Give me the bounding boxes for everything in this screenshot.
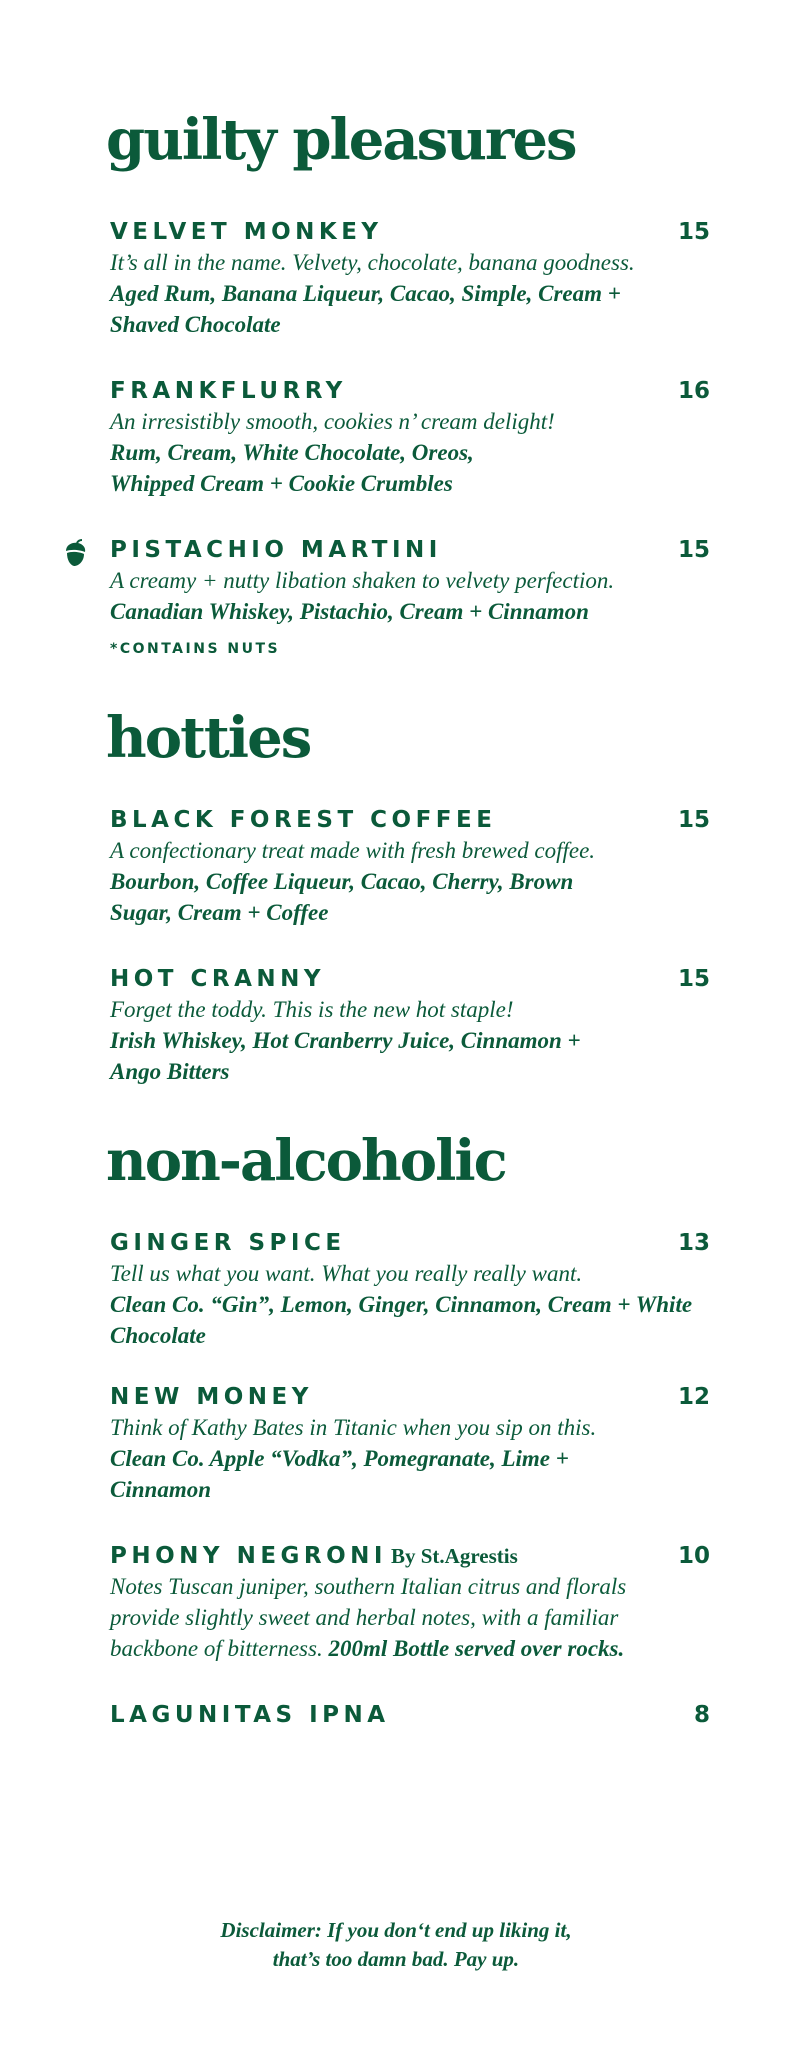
acorn-icon [62,539,88,567]
item-ingredients: Irish Whiskey, Hot Cranberry Juice, Cinnamon + Ango Bitters [110,1028,581,1084]
item-price: 16 [677,378,710,404]
allergen-note: *CONTAINS NUTS [110,641,281,657]
item-name: GINGER SPICE [110,1230,346,1256]
item-ingredients: Canadian Whiskey, Pistachio, Cream + Cinnamon [110,599,589,624]
item-name-text: PHONY NEGRONI [110,1543,387,1569]
item-name: BLACK FOREST COFFEE [110,807,497,833]
item-description [110,1571,670,1664]
section-title-guilty-pleasures: guilty pleasures [106,107,576,173]
menu-item-velvet-monkey [110,217,710,340]
item-price: 13 [677,1230,710,1256]
item-price: 15 [677,966,710,992]
menu-item-pistachio-martini [110,535,710,657]
item-description: A confectionary treat made with fresh brewed coffee. [110,838,596,863]
item-name: VELVET MONKEY [110,219,383,245]
item-name: PISTACHIO MARTINI [110,537,442,563]
item-description: A creamy + nutty libation shaken to velvety perfection. [110,568,615,593]
menu-item-phony-negroni [110,1541,710,1664]
section-title-hotties: hotties [106,705,311,771]
menu-item-ginger-spice [110,1228,710,1351]
item-description: Tell us what you want. What you really really want. [110,1261,583,1286]
item-ingredients: Aged Rum, Banana Liqueur, Cacao, Simple, Cream + Shaved Chocolate [110,281,621,337]
item-ingredients: Clean Co. Apple “Vodka”, Pomegranate, Lime + Cinnamon [110,1446,569,1502]
item-ingredients: Bourbon, Coffee Liqueur, Cacao, Cherry, Brown Sugar, Cream + Coffee [110,869,574,925]
disclaimer-line-1: Disclaimer: If you don‘t end up liking it, [220,1918,572,1942]
item-name: HOT CRANNY [110,966,326,992]
section-title-non-alcoholic: non-alcoholic [106,1128,506,1194]
item-description: Forget the toddy. This is the new hot staple! [110,997,514,1022]
menu-item-hot-cranny [110,964,710,1087]
item-price: 15 [677,807,710,833]
item-name: FRANKFLURRY [110,378,347,404]
item-name: LAGUNITAS IPNA [110,1702,390,1728]
item-description: An irresistibly smooth, cookies n’ cream delight! [110,409,555,434]
item-description: Think of Kathy Bates in Titanic when you sip on this. [110,1415,597,1440]
item-description: It’s all in the name. Velvety, chocolate, banana goodness. [110,250,635,275]
menu-item-black-forest-coffee [110,805,710,928]
item-price: 15 [677,537,710,563]
menu-item-new-money [110,1382,710,1505]
item-byline: By St.Agrestis [390,1544,518,1568]
item-price: 15 [677,219,710,245]
item-name [110,1541,710,1571]
disclaimer-line-2: that’s too damn bad. Pay up. [272,1947,520,1971]
item-ingredients: Rum, Cream, White Chocolate, Oreos, Whipped Cream + Cookie Crumbles [110,440,474,496]
item-ingredients: Clean Co. “Gin”, Lemon, Ginger, Cinnamon, Cream + White Chocolate [110,1292,693,1348]
item-serving-note: 200ml Bottle served over rocks. [328,1636,625,1661]
item-name: NEW MONEY [110,1384,313,1410]
menu-item-frankflurry [110,376,710,499]
item-description-text: Notes Tuscan juniper, southern Italian citrus and florals provide slightly sweet and herbal notes, with a familiar backbone of bitterness. [110,1574,627,1661]
item-price: 10 [677,1543,710,1569]
menu-item-lagunitas-ipna [110,1700,710,1730]
item-price: 8 [693,1702,710,1728]
disclaimer [0,1916,792,1974]
item-price: 12 [677,1384,710,1410]
